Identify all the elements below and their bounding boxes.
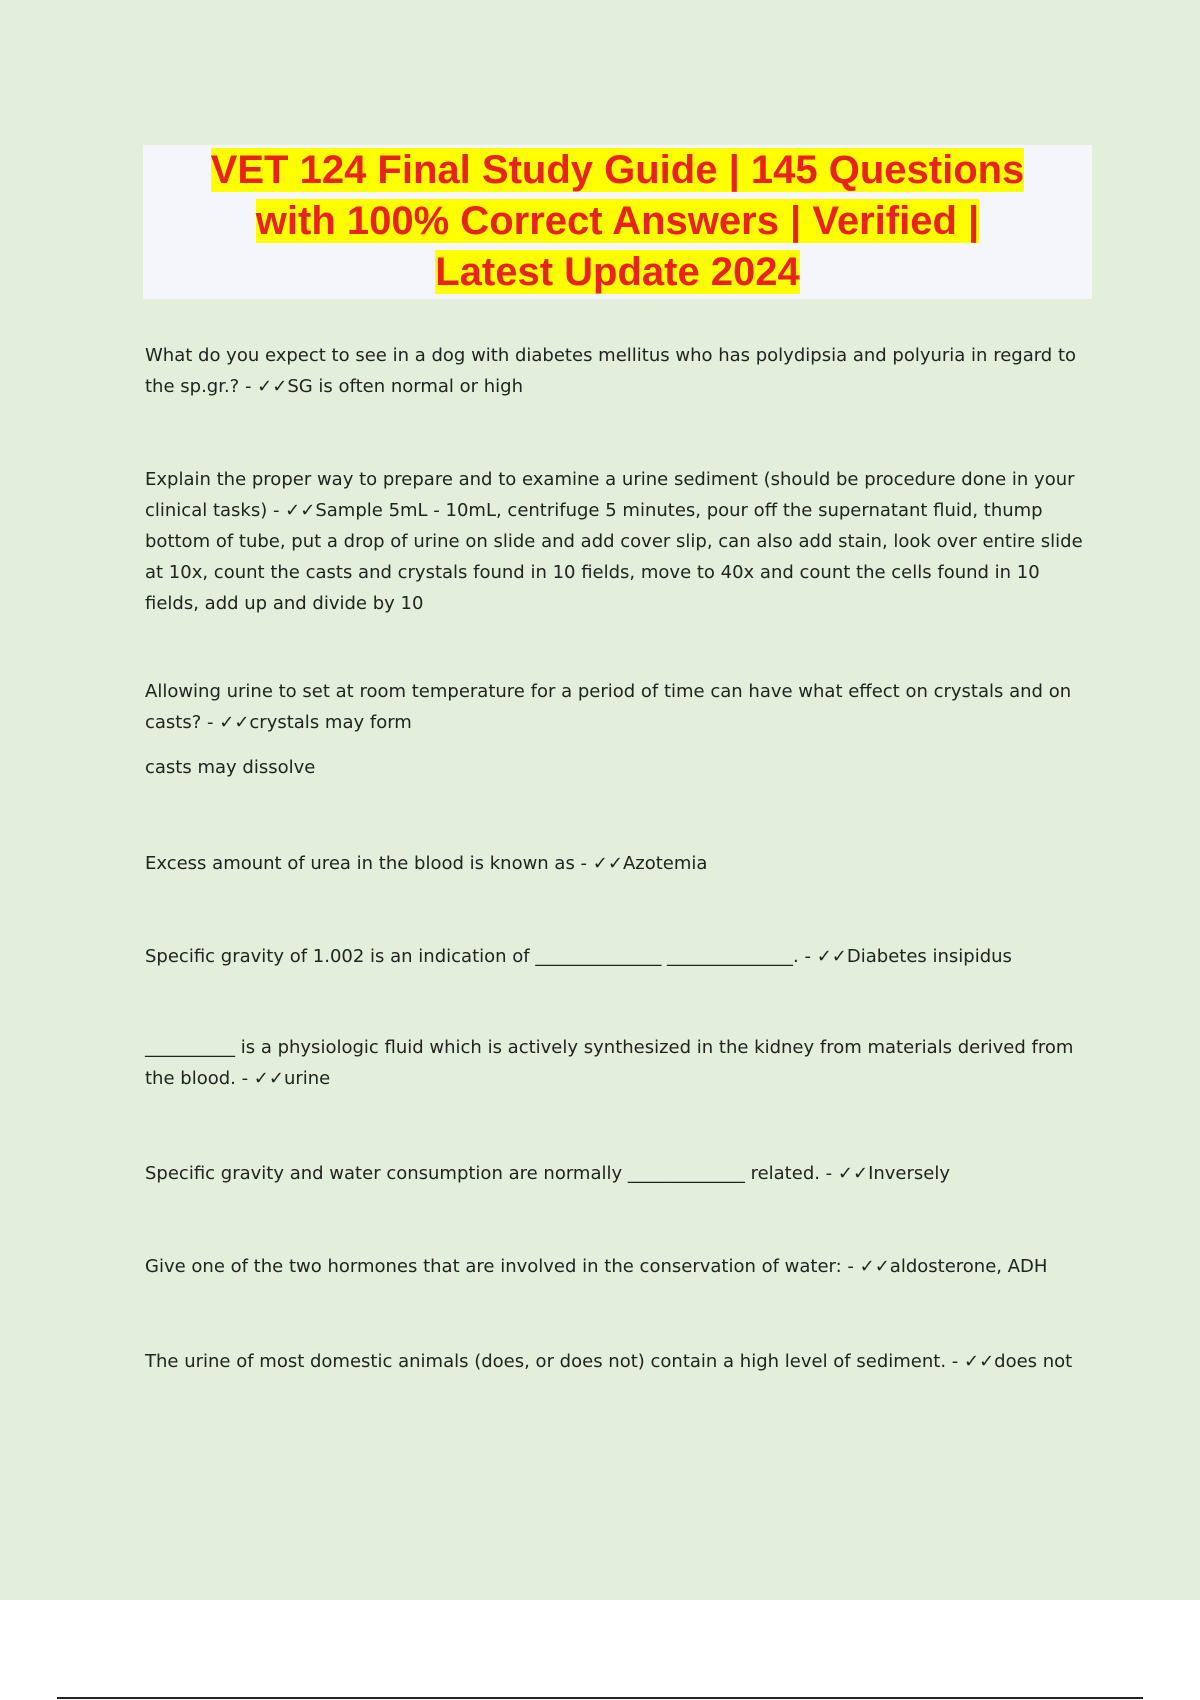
qa-item: Excess amount of urea in the blood is known as - ✓✓Azotemia <box>145 853 708 874</box>
qa-item: Explain the proper way to prepare and to examine a urine sediment (should be procedure done in your clinical tasks) - ✓✓Sample 5mL - 10mL, centrifuge 5 minutes, pour off the supernatant fluid, thump bottom of tube, put a drop of urine on slide and add cover slip, can also add stain, look over entire slide at 10x, count the casts and crystals found in 10 fields, move to 40x and count the cells found in 10 fields, add up and divide by 10 <box>145 469 1083 614</box>
qa-item: The urine of most domestic animals (does, or does not) contain a high level of sediment. - ✓✓does not <box>145 1351 1073 1372</box>
footer-divider <box>57 1697 1143 1699</box>
title-line <box>143 196 1092 247</box>
qa-item: Allowing urine to set at room temperature for a period of time can have what effect on crystals and on casts? - ✓✓crystals may form <box>145 681 1072 733</box>
qa-item: What do you expect to see in a dog with diabetes mellitus who has polydipsia and polyuria in regard to the sp.gr.? - ✓✓SG is often normal or high <box>145 345 1077 397</box>
title-line <box>143 247 1092 298</box>
qa-item: __________ is a physiologic fluid which is actively synthesized in the kidney from materials derived from the blood. - ✓✓urine <box>145 1037 1074 1089</box>
qa-item: Specific gravity of 1.002 is an indication of ______________ ______________. - ✓✓Diabetes insipidus <box>145 946 1012 967</box>
qa-item-continuation: casts may dissolve <box>145 757 316 778</box>
title-text: Latest Update 2024 <box>435 250 800 294</box>
title-text: with 100% Correct Answers | Verified | <box>255 199 980 243</box>
qa-item: Give one of the two hormones that are involved in the conservation of water: - ✓✓aldosterone, ADH <box>145 1256 1048 1277</box>
title-text: VET 124 Final Study Guide | 145 Questions <box>210 148 1025 192</box>
title-line <box>143 145 1092 196</box>
qa-item: Specific gravity and water consumption are normally _____________ related. - ✓✓Inversely <box>145 1163 951 1184</box>
title-banner <box>143 145 1092 299</box>
